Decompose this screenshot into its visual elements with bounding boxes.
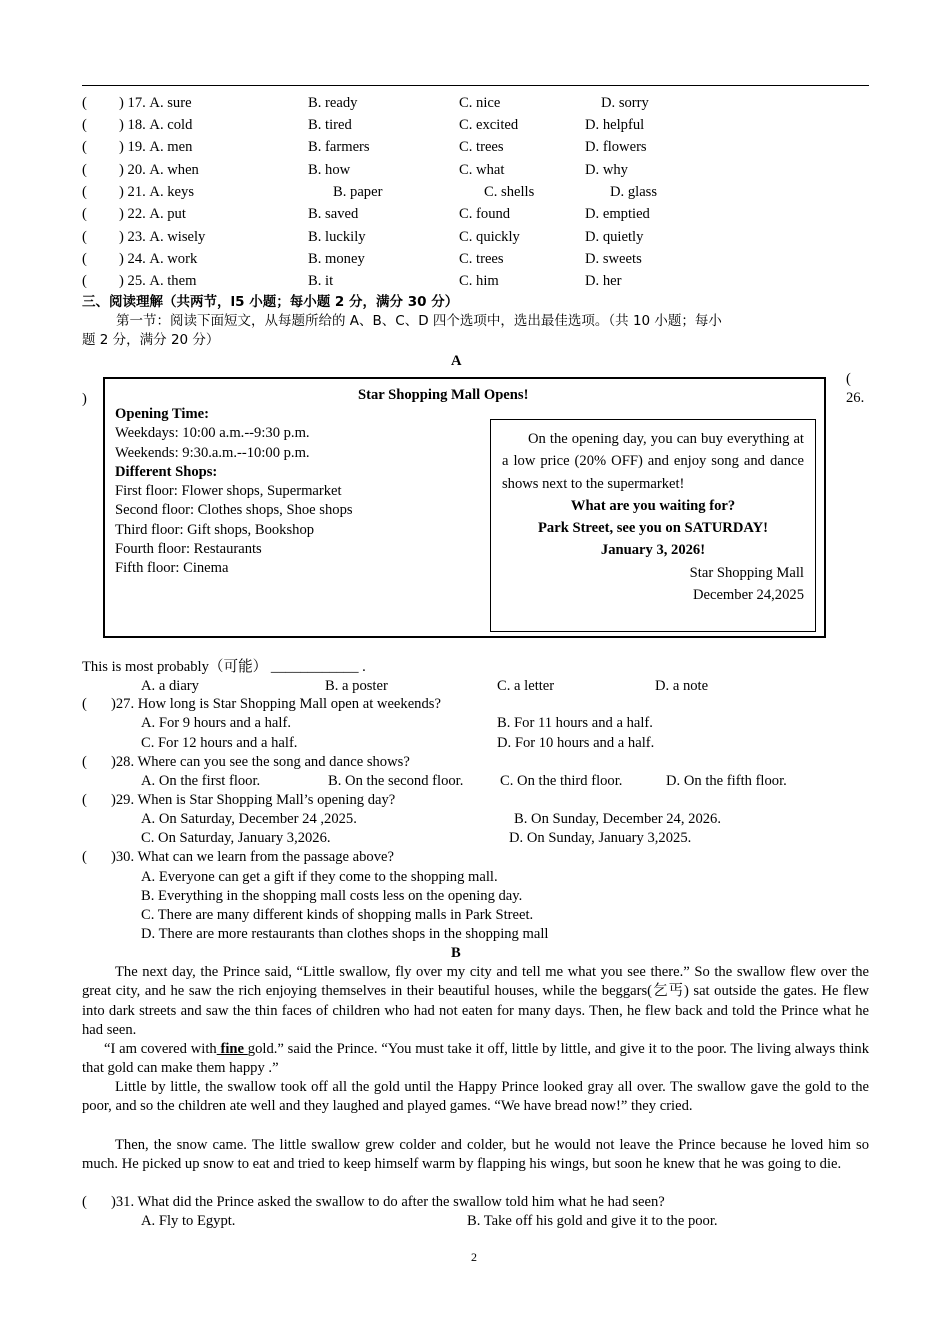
- option-c: C. him: [459, 273, 499, 289]
- option-c: C. On Saturday, January 3,2026.: [141, 830, 331, 846]
- poster-notice-box: [490, 419, 816, 632]
- option-b: B. luckily: [308, 229, 366, 245]
- option-a: A. For 9 hours and a half.: [141, 715, 291, 731]
- option-d: D. On the fifth floor.: [666, 773, 787, 789]
- question-stem: )30. What can we learn from the passage above?: [111, 849, 394, 865]
- option-d: D. On Sunday, January 3,2025.: [509, 830, 692, 846]
- option-a: ) 21. A. keys: [119, 184, 194, 200]
- answer-paren[interactable]: (: [82, 162, 87, 178]
- option-c: C. excited: [459, 117, 519, 133]
- option-a: ) 23. A. wisely: [119, 229, 206, 245]
- answer-paren[interactable]: (: [82, 117, 87, 133]
- option-b: B. paper: [333, 184, 383, 200]
- weekdays-hours: Weekdays: 10:00 a.m.--9:30 p.m.: [115, 425, 310, 441]
- answer-paren[interactable]: (: [82, 792, 87, 808]
- option-c: C. what: [459, 162, 505, 178]
- option-b: B. money: [308, 251, 365, 267]
- floor-item: First floor: Flower shops, Supermarket: [115, 483, 342, 499]
- answer-paren[interactable]: (: [82, 1194, 87, 1210]
- notice-date: January 3, 2026!: [600, 542, 706, 559]
- option-c: C. For 12 hours and a half.: [141, 735, 298, 751]
- option-c: C. On the third floor.: [500, 773, 623, 789]
- option-a: ) 19. A. men: [119, 139, 193, 155]
- poster-title: Star Shopping Mall Opens!: [358, 387, 529, 403]
- option-c: C. shells: [484, 184, 535, 200]
- option-d: D. sorry: [601, 95, 649, 111]
- option-a: A. On the first floor.: [141, 773, 261, 789]
- option-b: B. tired: [308, 117, 352, 133]
- option-b: B. a poster: [325, 678, 388, 694]
- section-instruction-cont: 题 2 分，满分 20 分）: [82, 332, 220, 348]
- option-b: B. saved: [308, 206, 359, 222]
- option-d: D. quietly: [585, 229, 644, 245]
- option-a: A. On Saturday, December 24 ,2025.: [141, 811, 357, 827]
- option-a: ) 25. A. them: [119, 273, 197, 289]
- option-c: C. found: [459, 206, 511, 222]
- section-instruction: 第一节：阅读下面短文，从每题所给的 A、B、C、D 四个选项中，选出最佳选项。（共 10 小题；每小: [116, 313, 722, 329]
- page-number: 2: [471, 1250, 477, 1264]
- option-a: ) 18. A. cold: [119, 117, 193, 133]
- passage-paragraph: Then, the snow came. The little swallow grew colder and colder, but he would not leave the Prince because he loved him so much. He picked up snow to eat and tried to keep himself warm by flapping his wings, but soon he knew that he was going to die.: [82, 1137, 869, 1173]
- option-d: D. a note: [655, 678, 709, 694]
- option-b: B. it: [308, 273, 334, 289]
- option-b: B. On the second floor.: [328, 773, 464, 789]
- question-stem: This is most probably（可能） ____________ .: [82, 659, 366, 675]
- notice-question: What are you waiting for?: [570, 497, 736, 514]
- question-stem: )28. Where can you see the song and dance shows?: [111, 754, 410, 770]
- passage-paragraph: The next day, the Prince said, “Little swallow, fly over my city and tell me what you see there.” So the swallow flew over the great city, and he saw the rich enjoying themselves in their beautiful houses, while the beggars(乞丐) sat outside the gates. He flew into dark streets and saw the thin faces of children who had not eaten for many days. Then, he flew back and told the Prince what he had seen.: [82, 964, 869, 1038]
- notice-sign-date: December 24,2025: [692, 587, 804, 604]
- answer-paren[interactable]: (: [82, 696, 87, 712]
- option-d: D. glass: [610, 184, 658, 200]
- answer-paren[interactable]: (: [82, 849, 87, 865]
- answer-paren[interactable]: (: [846, 371, 851, 387]
- option-c: C. trees: [459, 139, 504, 155]
- section-title: 三、阅读理解（共两节，l5 小题；每小题 2 分，满分 30 分）: [82, 294, 459, 310]
- option-d: D. There are more restaurants than clothes shops in the shopping mall: [141, 926, 549, 942]
- answer-paren[interactable]: (: [82, 139, 87, 155]
- option-c: C. There are many different kinds of shopping malls in Park Street.: [141, 907, 534, 923]
- passage-label-b: B: [451, 945, 461, 961]
- answer-paren-close: ): [82, 391, 87, 407]
- question-number: 26.: [846, 390, 865, 406]
- shops-label: Different Shops:: [115, 464, 218, 480]
- option-d: D. sweets: [585, 251, 642, 267]
- option-a: A. a diary: [141, 678, 199, 694]
- passage-paragraph: “I am covered with fine gold.” said the Prince. “You must take it off, little by little, and give it to the poor. The living always think that gold can make them happy .”: [82, 1041, 869, 1077]
- question-stem: )29. When is Star Shopping Mall’s opening day?: [111, 792, 396, 808]
- option-b: B. ready: [308, 95, 358, 111]
- passage-label-a: A: [451, 353, 462, 369]
- option-d: D. her: [585, 273, 622, 289]
- option-c: C. nice: [459, 95, 501, 111]
- answer-paren[interactable]: (: [82, 206, 87, 222]
- question-stem: )27. How long is Star Shopping Mall open at weekends?: [111, 696, 441, 712]
- option-b: B. Everything in the shopping mall costs less on the opening day.: [141, 888, 523, 904]
- notice-signature: Star Shopping Mall: [689, 564, 804, 581]
- weekends-hours: Weekends: 9:30.a.m.--10:00 p.m.: [115, 445, 310, 461]
- option-c: C. quickly: [459, 229, 520, 245]
- passage-paragraph: Little by little, the swallow took off all the gold until the Happy Prince looked gray all over. The swallow gave the gold to the poor, and so the children ate well and they laughed and played games. “We have bread now!” they cried.: [82, 1079, 869, 1115]
- option-d: D. emptied: [585, 206, 650, 222]
- option-a: ) 22. A. put: [119, 206, 186, 222]
- opening-time-label: Opening Time:: [115, 406, 209, 422]
- option-c: C. a letter: [497, 678, 555, 694]
- option-a: A. Fly to Egypt.: [141, 1213, 236, 1229]
- floor-item: Fourth floor: Restaurants: [115, 541, 262, 557]
- option-b: B. For 11 hours and a half.: [497, 715, 653, 731]
- notice-text: On the opening day, you can buy everything at a low price (20% OFF) and enjoy song and dance shows next to the supermarket!: [502, 431, 804, 492]
- option-a: ) 17. A. sure: [119, 95, 192, 111]
- answer-paren[interactable]: (: [82, 95, 87, 111]
- answer-paren[interactable]: (: [82, 229, 87, 245]
- option-d: D. helpful: [585, 117, 645, 133]
- notice-invite: Park Street, see you on SATURDAY!: [538, 520, 768, 537]
- floor-item: Third floor: Gift shops, Bookshop: [115, 522, 315, 538]
- answer-paren[interactable]: (: [82, 251, 87, 267]
- option-a: ) 24. A. work: [119, 251, 198, 267]
- answer-paren[interactable]: (: [82, 754, 87, 770]
- option-b: B. farmers: [308, 139, 370, 155]
- floor-item: Fifth floor: Cinema: [115, 560, 229, 576]
- option-b: B. Take off his gold and give it to the poor.: [467, 1213, 718, 1229]
- option-d: D. flowers: [585, 139, 647, 155]
- option-d: D. For 10 hours and a half.: [497, 735, 655, 751]
- answer-paren[interactable]: (: [82, 273, 87, 289]
- answer-paren[interactable]: (: [82, 184, 87, 200]
- option-b: B. On Sunday, December 24, 2026.: [514, 811, 721, 827]
- option-a: ) 20. A. when: [119, 162, 199, 178]
- underlined-word: fine: [216, 1041, 248, 1057]
- option-c: C. trees: [459, 251, 504, 267]
- question-stem: )31. What did the Prince asked the swallow to do after the swallow told him what he had seen?: [111, 1194, 665, 1210]
- option-a: A. Everyone can get a gift if they come to the shopping mall.: [141, 869, 498, 885]
- option-b: B. how: [308, 162, 351, 178]
- floor-item: Second floor: Clothes shops, Shoe shops: [115, 502, 353, 518]
- top-rule: [82, 85, 869, 86]
- option-d: D. why: [585, 162, 628, 178]
